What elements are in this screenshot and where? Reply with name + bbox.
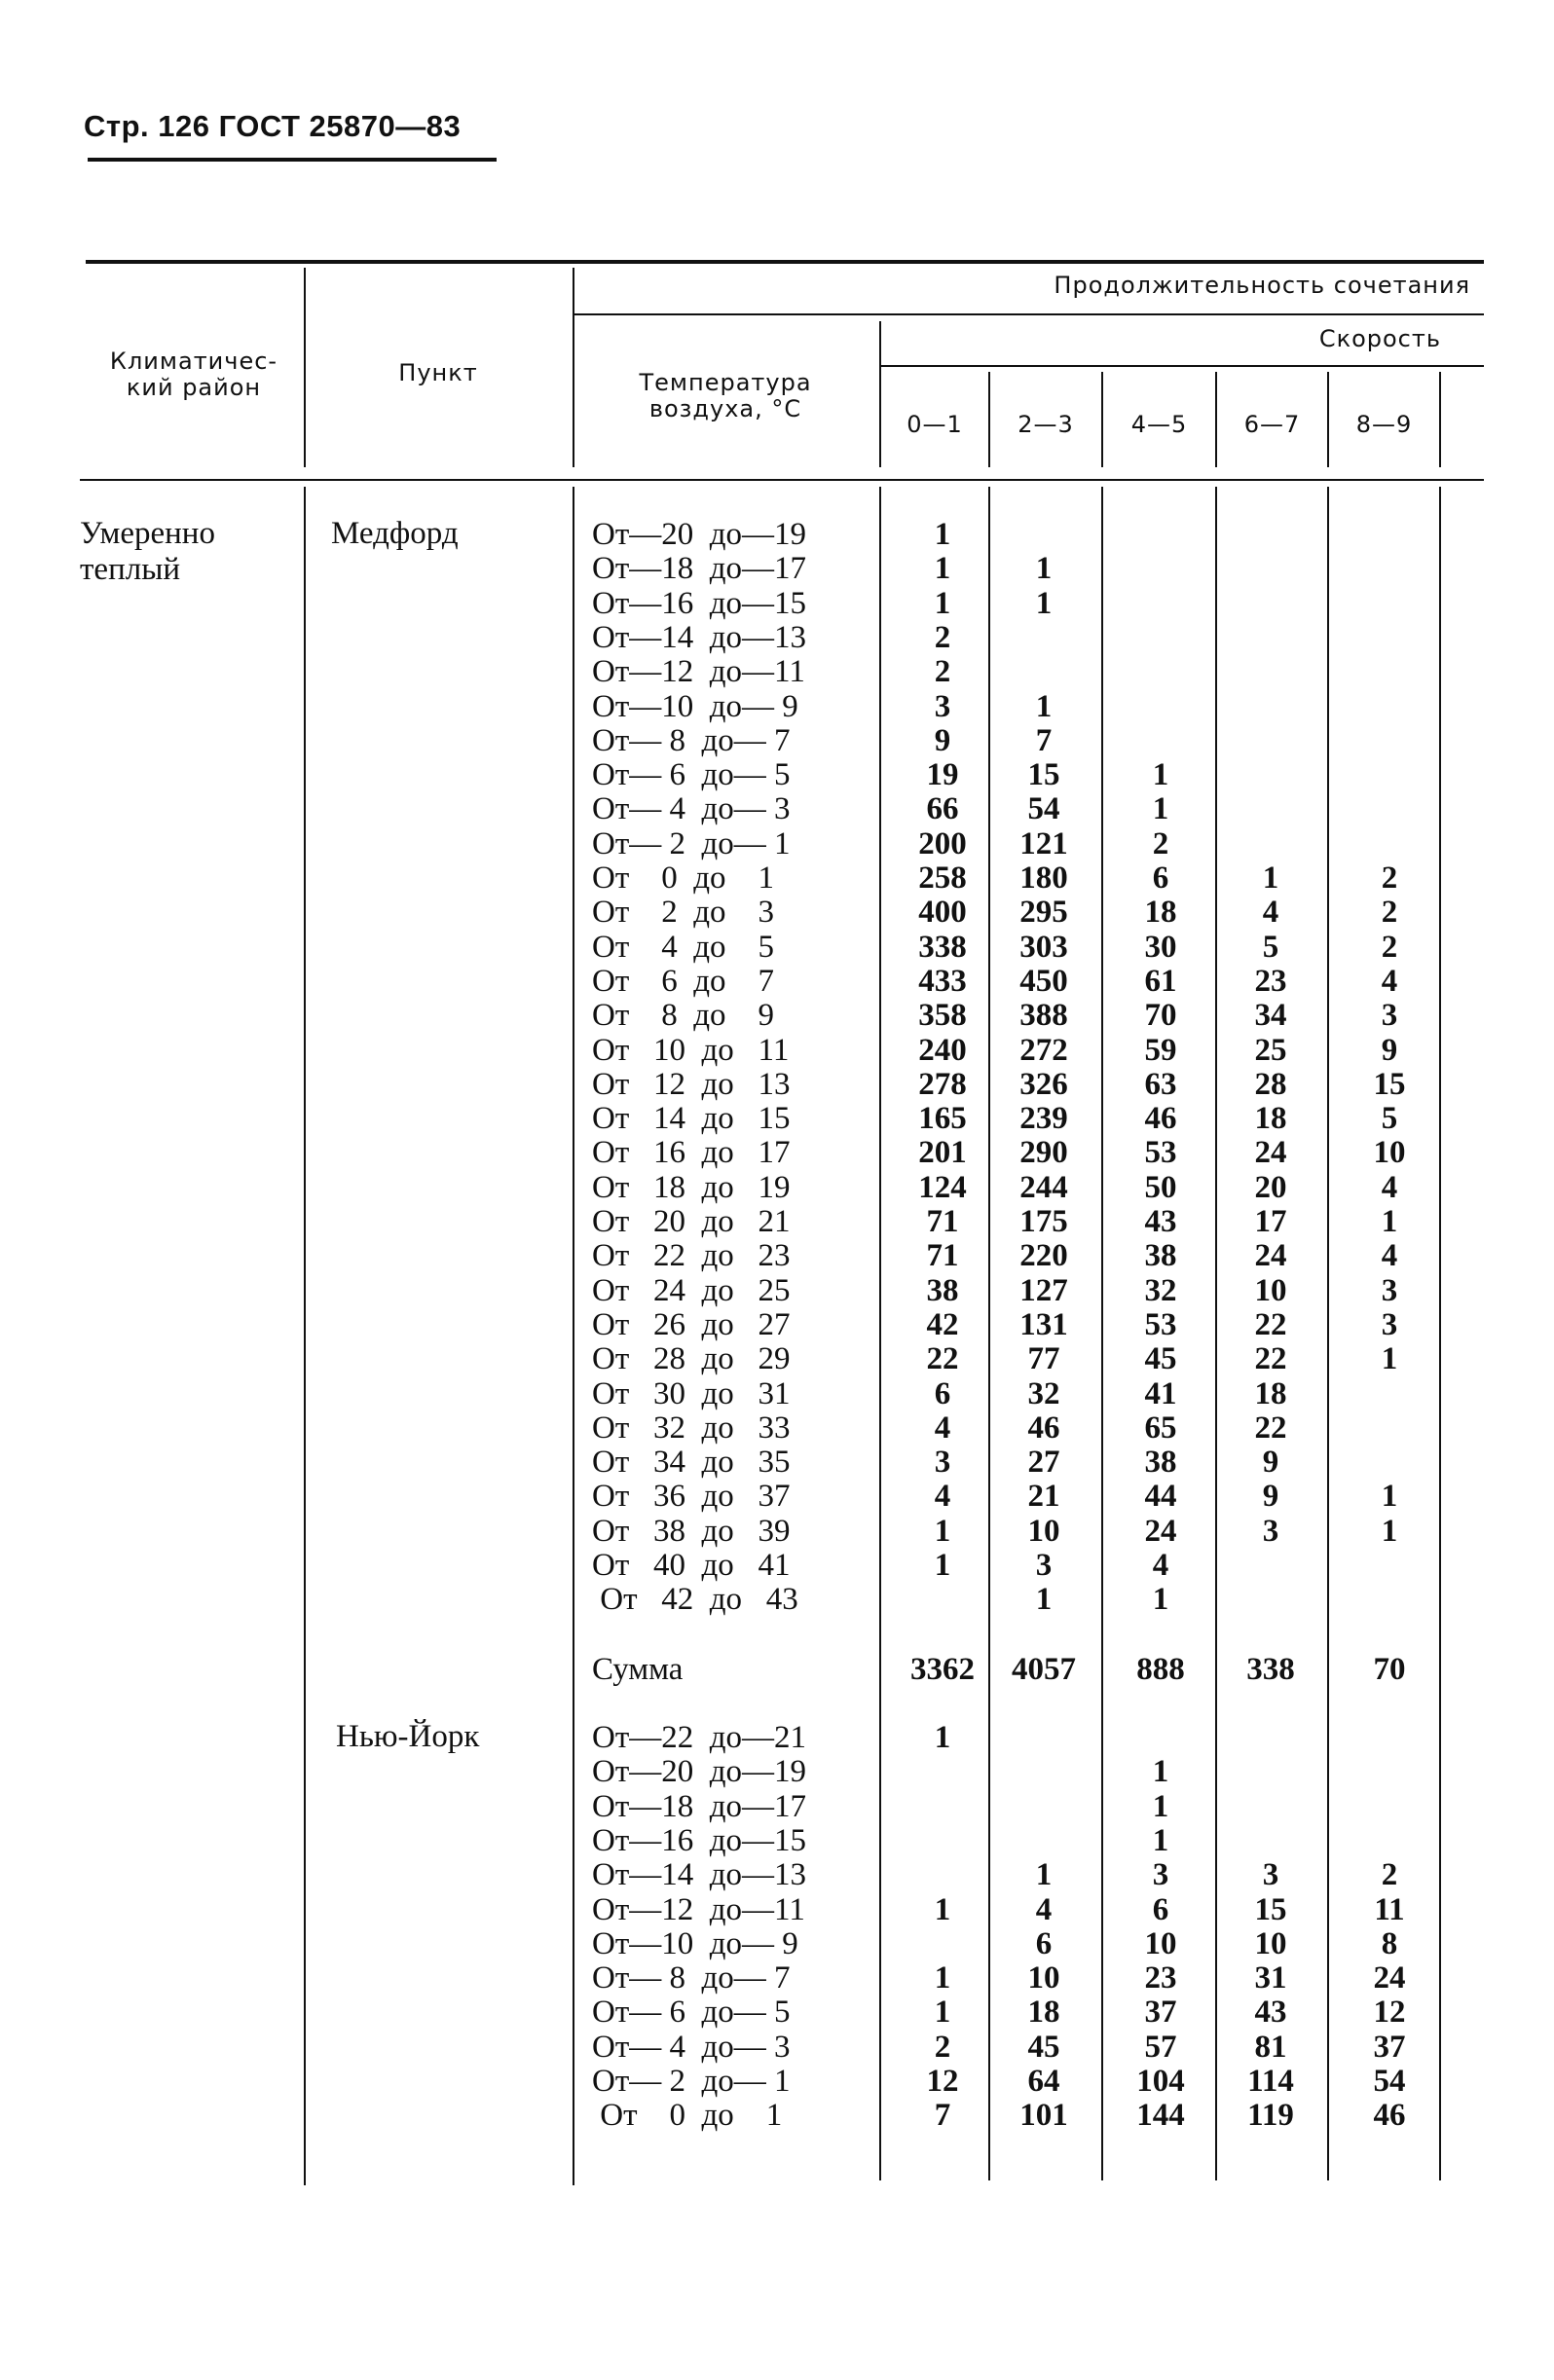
temperature-range: От 16 до 17 xyxy=(592,1135,791,1171)
temperature-range: От—12 до—11 xyxy=(592,1891,805,1927)
duration-value: 2 xyxy=(1381,895,1398,931)
duration-value: 53 xyxy=(1144,1135,1177,1171)
duration-value: 165 xyxy=(918,1101,967,1137)
col-rule-speed5 xyxy=(1439,372,1441,467)
duration-value: 22 xyxy=(1254,1306,1287,1342)
duration-value: 2 xyxy=(934,654,951,690)
temperature-range: От— 2 до— 1 xyxy=(592,825,791,861)
duration-value: 3 xyxy=(1381,998,1398,1034)
duration-value: 1 xyxy=(1035,1582,1053,1618)
duration-value: 45 xyxy=(1027,2029,1060,2065)
duration-value: 1 xyxy=(1381,1479,1398,1515)
duration-value: 10 xyxy=(1027,1960,1060,1996)
duration-value: 4 xyxy=(1152,1548,1169,1583)
duration-value: 1 xyxy=(934,1891,951,1927)
header-speed-0-1: 0—1 xyxy=(906,411,963,438)
duration-value: 1 xyxy=(1152,1788,1169,1824)
point-medford: Медфорд xyxy=(331,516,459,551)
duration-rule xyxy=(573,313,1484,315)
duration-value: 338 xyxy=(918,929,967,965)
duration-value: 3 xyxy=(1035,1548,1053,1583)
col-rule-speed0 xyxy=(879,321,881,467)
temperature-range: От—14 до—13 xyxy=(592,1857,807,1893)
duration-value: 19 xyxy=(926,757,959,793)
duration-value: 180 xyxy=(1019,860,1068,896)
duration-value: 2 xyxy=(934,619,951,655)
duration-value: 34 xyxy=(1254,998,1287,1034)
duration-value: 1 xyxy=(1152,791,1169,827)
header-duration: Продолжительность сочетания xyxy=(1054,272,1470,299)
duration-value: 1 xyxy=(1381,1204,1398,1239)
duration-value: 43 xyxy=(1254,1995,1287,2031)
duration-value: 18 xyxy=(1027,1995,1060,2031)
duration-value: 18 xyxy=(1254,1101,1287,1137)
duration-value: 244 xyxy=(1019,1169,1068,1205)
duration-value: 17 xyxy=(1254,1204,1287,1239)
header-region: Климатичес- кий район xyxy=(109,348,278,401)
duration-value: 1 xyxy=(1035,688,1053,724)
duration-value: 3 xyxy=(934,688,951,724)
duration-value: 114 xyxy=(1247,2064,1294,2099)
duration-value: 104 xyxy=(1136,2064,1185,2099)
duration-value: 18 xyxy=(1144,895,1177,931)
duration-value: 144 xyxy=(1136,2098,1185,2134)
duration-value: 3 xyxy=(1381,1306,1398,1342)
temperature-range: От 36 до 37 xyxy=(592,1479,791,1515)
duration-value: 1 xyxy=(1152,1822,1169,1858)
duration-value: 450 xyxy=(1019,963,1068,999)
duration-value: 6 xyxy=(1152,1891,1169,1927)
duration-value: 45 xyxy=(1144,1341,1177,1377)
temperature-range: От—20 до—19 xyxy=(592,517,807,552)
temperature-range: От 2 до 3 xyxy=(592,895,775,931)
duration-value: 101 xyxy=(1019,2098,1068,2134)
duration-value: 59 xyxy=(1144,1032,1177,1068)
duration-value: 9 xyxy=(1381,1032,1398,1068)
duration-value: 15 xyxy=(1373,1066,1406,1102)
duration-value: 27 xyxy=(1027,1445,1060,1481)
duration-value: 2 xyxy=(1381,929,1398,965)
duration-value: 44 xyxy=(1144,1479,1177,1515)
duration-value: 1 xyxy=(1152,1754,1169,1790)
duration-value: 28 xyxy=(1254,1066,1287,1102)
duration-value: 1 xyxy=(1035,551,1053,587)
temperature-range: От 34 до 35 xyxy=(592,1445,791,1481)
duration-value: 18 xyxy=(1254,1375,1287,1411)
table-top-rule xyxy=(86,260,1484,264)
duration-value: 41 xyxy=(1144,1375,1177,1411)
duration-value: 3 xyxy=(1262,1857,1279,1893)
duration-value: 2 xyxy=(1381,860,1398,896)
duration-value: 10 xyxy=(1027,1513,1060,1549)
duration-value: 20 xyxy=(1254,1169,1287,1205)
body-rule-speed0 xyxy=(879,487,881,2180)
sum-value: 4057 xyxy=(1012,1652,1076,1687)
temperature-range: От—16 до—15 xyxy=(592,1822,807,1858)
duration-value: 53 xyxy=(1144,1306,1177,1342)
temperature-range: От— 4 до— 3 xyxy=(592,791,791,827)
duration-value: 6 xyxy=(934,1375,951,1411)
duration-value: 10 xyxy=(1254,1925,1287,1961)
duration-value: 61 xyxy=(1144,963,1177,999)
duration-value: 6 xyxy=(1152,860,1169,896)
duration-value: 400 xyxy=(918,895,967,931)
header-underline xyxy=(88,158,497,162)
sum-value: 70 xyxy=(1373,1652,1406,1687)
duration-value: 4 xyxy=(1381,963,1398,999)
duration-value: 272 xyxy=(1019,1032,1068,1068)
duration-value: 1 xyxy=(1035,585,1053,621)
duration-value: 220 xyxy=(1019,1238,1068,1274)
duration-value: 10 xyxy=(1254,1272,1287,1308)
duration-value: 3 xyxy=(1262,1513,1279,1549)
temperature-range: От— 8 до— 7 xyxy=(592,722,791,758)
temperature-range: От 8 до 9 xyxy=(592,998,775,1034)
header-speed-8-9: 8—9 xyxy=(1355,411,1413,438)
duration-value: 3 xyxy=(1381,1272,1398,1308)
temperature-range: От— 6 до— 5 xyxy=(592,757,791,793)
temperature-range: От 26 до 27 xyxy=(592,1306,791,1342)
temperature-range: От— 6 до— 5 xyxy=(592,1995,791,2031)
duration-value: 1 xyxy=(1381,1513,1398,1549)
duration-value: 64 xyxy=(1027,2064,1060,2099)
duration-value: 200 xyxy=(918,825,967,861)
header-temperature: Температура воздуха, °С xyxy=(639,369,812,422)
duration-value: 1 xyxy=(1381,1341,1398,1377)
duration-value: 22 xyxy=(1254,1410,1287,1446)
duration-value: 5 xyxy=(1381,1101,1398,1137)
duration-value: 290 xyxy=(1019,1135,1068,1171)
header-point: Пункт xyxy=(398,359,478,386)
sum-value: 338 xyxy=(1246,1652,1295,1687)
temperature-range: От— 4 до— 3 xyxy=(592,2029,791,2065)
duration-value: 240 xyxy=(918,1032,967,1068)
duration-value: 24 xyxy=(1144,1513,1177,1549)
sum-value: 888 xyxy=(1136,1652,1185,1687)
duration-value: 66 xyxy=(926,791,959,827)
sum-label: Сумма xyxy=(592,1652,684,1687)
duration-value: 50 xyxy=(1144,1169,1177,1205)
climate-region: Умеренно теплый xyxy=(80,516,215,587)
duration-value: 4 xyxy=(934,1479,951,1515)
temperature-range: От 18 до 19 xyxy=(592,1169,791,1205)
speed-rule xyxy=(879,365,1484,367)
temperature-range: От—18 до—17 xyxy=(592,1788,807,1824)
duration-value: 37 xyxy=(1373,2029,1406,2065)
duration-value: 9 xyxy=(1262,1479,1279,1515)
duration-value: 6 xyxy=(1035,1925,1053,1961)
duration-value: 2 xyxy=(1152,825,1169,861)
duration-value: 258 xyxy=(918,860,967,896)
col-rule-temp xyxy=(573,268,574,467)
duration-value: 119 xyxy=(1247,2098,1294,2134)
duration-value: 1 xyxy=(934,1720,951,1755)
duration-value: 201 xyxy=(918,1135,967,1171)
duration-value: 43 xyxy=(1144,1204,1177,1239)
duration-value: 388 xyxy=(1019,998,1068,1034)
duration-value: 1 xyxy=(934,1995,951,2031)
duration-value: 12 xyxy=(926,2064,959,2099)
duration-value: 2 xyxy=(934,2029,951,2065)
duration-value: 3 xyxy=(1152,1857,1169,1893)
duration-value: 24 xyxy=(1254,1135,1287,1171)
duration-value: 65 xyxy=(1144,1410,1177,1446)
duration-value: 1 xyxy=(1262,860,1279,896)
temperature-range: От 14 до 15 xyxy=(592,1101,791,1137)
temperature-range: От—22 до—21 xyxy=(592,1720,807,1755)
duration-value: 131 xyxy=(1019,1306,1068,1342)
duration-value: 31 xyxy=(1254,1960,1287,1996)
temperature-range: От— 8 до— 7 xyxy=(592,1960,791,1996)
temperature-range: От 30 до 31 xyxy=(592,1375,791,1411)
temperature-range: От 40 до 41 xyxy=(592,1548,791,1583)
duration-value: 1 xyxy=(1152,1582,1169,1618)
duration-value: 38 xyxy=(926,1272,959,1308)
duration-value: 46 xyxy=(1144,1101,1177,1137)
temperature-range: От—10 до— 9 xyxy=(592,688,798,724)
duration-value: 4 xyxy=(1035,1891,1053,1927)
duration-value: 1 xyxy=(934,551,951,587)
temperature-range: От—12 до—11 xyxy=(592,654,805,690)
duration-value: 63 xyxy=(1144,1066,1177,1102)
duration-value: 4 xyxy=(1381,1238,1398,1274)
duration-value: 25 xyxy=(1254,1032,1287,1068)
body-rule-speed4 xyxy=(1327,487,1329,2180)
temperature-range: От 20 до 21 xyxy=(592,1204,791,1239)
temperature-range: От 42 до 43 xyxy=(592,1582,798,1618)
duration-value: 12 xyxy=(1373,1995,1406,2031)
duration-value: 42 xyxy=(926,1306,959,1342)
temperature-range: От 12 до 13 xyxy=(592,1066,791,1102)
page-header: Стр. 126 ГОСТ 25870—83 xyxy=(84,109,462,143)
duration-value: 21 xyxy=(1027,1479,1060,1515)
duration-value: 22 xyxy=(1254,1341,1287,1377)
duration-value: 3 xyxy=(934,1445,951,1481)
duration-value: 30 xyxy=(1144,929,1177,965)
temperature-range: От 0 до 1 xyxy=(592,860,775,896)
duration-value: 38 xyxy=(1144,1238,1177,1274)
duration-value: 32 xyxy=(1027,1375,1060,1411)
duration-value: 8 xyxy=(1381,1925,1398,1961)
temperature-range: От—18 до—17 xyxy=(592,551,807,587)
duration-value: 303 xyxy=(1019,929,1068,965)
temperature-range: От 6 до 7 xyxy=(592,963,775,999)
duration-value: 1 xyxy=(934,1960,951,1996)
duration-value: 11 xyxy=(1374,1891,1405,1927)
duration-value: 7 xyxy=(1035,722,1053,758)
duration-value: 77 xyxy=(1027,1341,1060,1377)
body-rule-temp xyxy=(573,487,574,2185)
duration-value: 1 xyxy=(934,517,951,552)
duration-value: 326 xyxy=(1019,1066,1068,1102)
temperature-range: От 24 до 25 xyxy=(592,1272,791,1308)
duration-value: 22 xyxy=(926,1341,959,1377)
header-speed-6-7: 6—7 xyxy=(1243,411,1301,438)
duration-value: 32 xyxy=(1144,1272,1177,1308)
temperature-range: От 32 до 33 xyxy=(592,1410,791,1446)
duration-value: 1 xyxy=(934,585,951,621)
duration-value: 5 xyxy=(1262,929,1279,965)
point-new-york: Нью-Йорк xyxy=(336,1719,480,1754)
duration-value: 24 xyxy=(1373,1960,1406,1996)
duration-value: 23 xyxy=(1254,963,1287,999)
temperature-range: От 10 до 11 xyxy=(592,1032,790,1068)
duration-value: 295 xyxy=(1019,895,1068,931)
duration-value: 1 xyxy=(934,1548,951,1583)
temperature-range: От 38 до 39 xyxy=(592,1513,791,1549)
duration-value: 71 xyxy=(926,1204,959,1239)
duration-value: 71 xyxy=(926,1238,959,1274)
duration-value: 57 xyxy=(1144,2029,1177,2065)
duration-value: 358 xyxy=(918,998,967,1034)
temperature-range: От 0 до 1 xyxy=(592,2098,783,2134)
temperature-range: От— 2 до— 1 xyxy=(592,2064,791,2099)
temperature-range: От—20 до—19 xyxy=(592,1754,807,1790)
duration-value: 46 xyxy=(1027,1410,1060,1446)
duration-value: 81 xyxy=(1254,2029,1287,2065)
duration-value: 38 xyxy=(1144,1445,1177,1481)
duration-value: 175 xyxy=(1019,1204,1068,1239)
temperature-range: От—14 до—13 xyxy=(592,619,807,655)
duration-value: 1 xyxy=(1152,757,1169,793)
temperature-range: От—16 до—15 xyxy=(592,585,807,621)
duration-value: 10 xyxy=(1144,1925,1177,1961)
body-rule-point xyxy=(304,487,306,2185)
duration-value: 70 xyxy=(1144,998,1177,1034)
duration-value: 46 xyxy=(1373,2098,1406,2134)
header-speed: Скорость xyxy=(1318,325,1441,352)
duration-value: 239 xyxy=(1019,1101,1068,1137)
duration-value: 1 xyxy=(1035,1857,1053,1893)
duration-value: 54 xyxy=(1373,2064,1406,2099)
body-rule-speed2 xyxy=(1101,487,1103,2180)
duration-value: 23 xyxy=(1144,1960,1177,1996)
duration-value: 4 xyxy=(1381,1169,1398,1205)
duration-value: 124 xyxy=(918,1169,967,1205)
duration-value: 24 xyxy=(1254,1238,1287,1274)
duration-value: 7 xyxy=(934,2098,951,2134)
duration-value: 2 xyxy=(1381,1857,1398,1893)
duration-value: 121 xyxy=(1019,825,1068,861)
sum-value: 3362 xyxy=(910,1652,975,1687)
duration-value: 15 xyxy=(1027,757,1060,793)
duration-value: 4 xyxy=(1262,895,1279,931)
temperature-range: От 4 до 5 xyxy=(592,929,775,965)
temperature-range: От—10 до— 9 xyxy=(592,1925,798,1961)
duration-value: 278 xyxy=(918,1066,967,1102)
duration-value: 9 xyxy=(934,722,951,758)
header-bottom-rule xyxy=(80,479,1484,481)
duration-value: 37 xyxy=(1144,1995,1177,2031)
header-speed-4-5: 4—5 xyxy=(1130,411,1188,438)
header-speed-2-3: 2—3 xyxy=(1018,411,1074,438)
duration-value: 127 xyxy=(1019,1272,1068,1308)
duration-value: 9 xyxy=(1262,1445,1279,1481)
temperature-range: От 28 до 29 xyxy=(592,1341,791,1377)
duration-value: 1 xyxy=(934,1513,951,1549)
duration-value: 433 xyxy=(918,963,967,999)
temperature-range: От 22 до 23 xyxy=(592,1238,791,1274)
duration-value: 54 xyxy=(1027,791,1060,827)
duration-value: 10 xyxy=(1373,1135,1406,1171)
duration-value: 4 xyxy=(934,1410,951,1446)
duration-value: 15 xyxy=(1254,1891,1287,1927)
